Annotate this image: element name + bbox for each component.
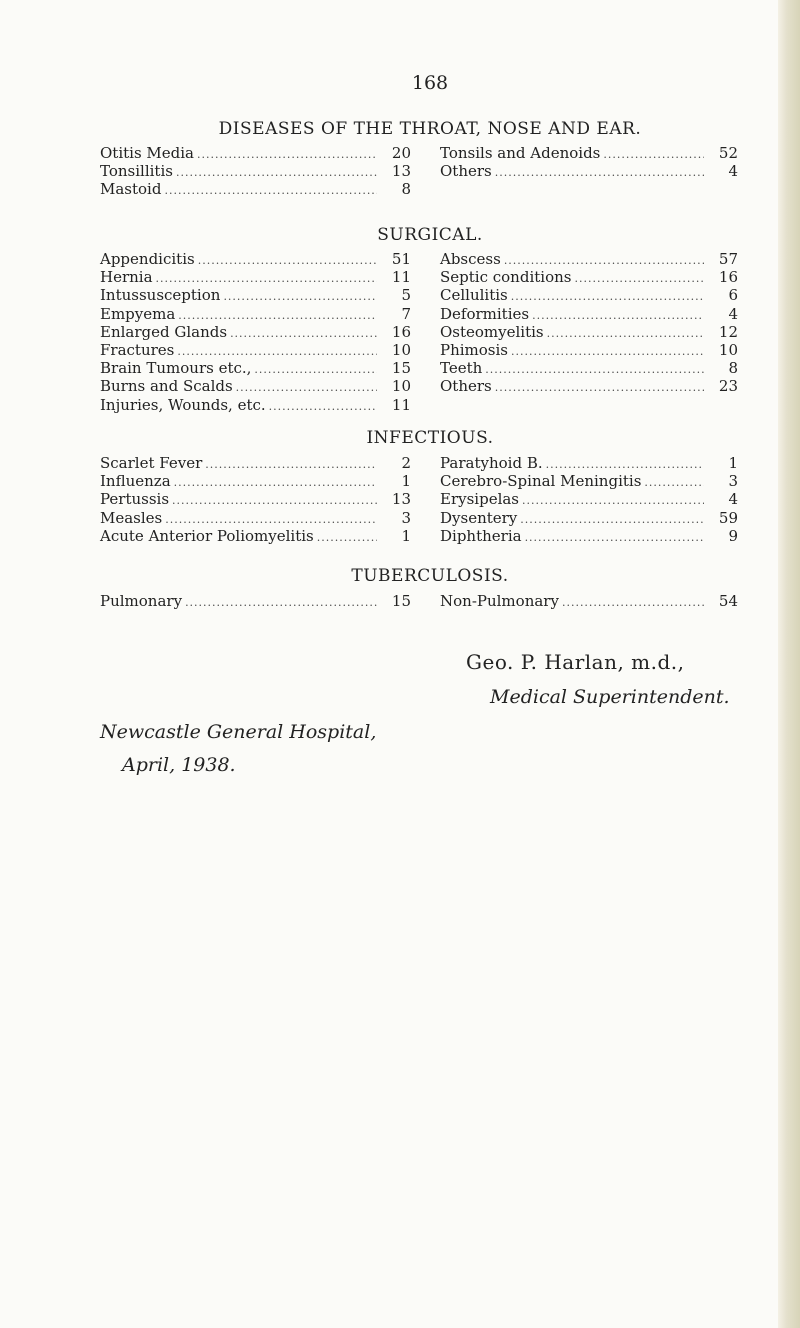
dot-leader bbox=[174, 474, 377, 492]
tuberculosis-left-column bbox=[100, 592, 411, 610]
dot-leader bbox=[511, 288, 704, 306]
item-value: 3 bbox=[401, 508, 411, 527]
dot-leader bbox=[495, 379, 704, 397]
item-value: 5 bbox=[401, 286, 411, 305]
list-item bbox=[440, 592, 738, 610]
item-value: 4 bbox=[728, 304, 738, 323]
item-label: Acute Anterior Poliomyelitis bbox=[100, 526, 314, 545]
item-label: Teeth bbox=[440, 359, 483, 378]
item-value: 9 bbox=[728, 526, 738, 545]
list-item bbox=[100, 454, 411, 472]
dot-leader bbox=[547, 325, 704, 343]
item-value: 2 bbox=[401, 454, 411, 472]
list-item bbox=[440, 454, 738, 472]
throat-left-column bbox=[100, 144, 411, 199]
list-item bbox=[440, 250, 738, 268]
item-value: 20 bbox=[391, 144, 411, 162]
item-label: Hernia bbox=[100, 268, 153, 287]
list-item bbox=[440, 323, 738, 341]
infectious-right-column bbox=[440, 454, 738, 545]
item-value: 52 bbox=[718, 144, 738, 162]
item-label: Dysentery bbox=[440, 508, 518, 527]
item-value: 4 bbox=[728, 162, 738, 181]
dot-leader bbox=[223, 288, 377, 306]
infectious-left-column bbox=[100, 454, 411, 545]
item-label: Pertussis bbox=[100, 490, 170, 509]
item-label: Brain Tumours etc., bbox=[100, 359, 252, 378]
list-item bbox=[440, 527, 738, 545]
item-label: Injuries, Wounds, etc. bbox=[100, 395, 266, 414]
page-edge bbox=[778, 0, 800, 1328]
item-label: Diphtheria bbox=[440, 526, 522, 545]
item-value: 59 bbox=[718, 508, 738, 527]
list-item bbox=[100, 359, 411, 377]
item-label: Osteomyelitis bbox=[440, 322, 544, 341]
dot-leader bbox=[317, 529, 377, 547]
dot-leader bbox=[205, 456, 377, 474]
dot-leader bbox=[644, 474, 704, 492]
item-label: Burns and Scalds bbox=[100, 377, 233, 396]
list-item bbox=[100, 305, 411, 323]
list-item bbox=[100, 527, 411, 545]
item-label: Pulmonary bbox=[100, 592, 183, 610]
section-title-throat: DISEASES OF THE THROAT, NOSE AND EAR. bbox=[218, 119, 642, 139]
page-number: 168 bbox=[411, 72, 449, 94]
dot-leader bbox=[574, 270, 704, 288]
list-item bbox=[440, 472, 738, 490]
item-value: 8 bbox=[728, 359, 738, 378]
list-item bbox=[100, 341, 411, 359]
list-item bbox=[100, 180, 411, 198]
list-item bbox=[440, 509, 738, 527]
list-item bbox=[100, 592, 411, 610]
item-value: 54 bbox=[718, 592, 738, 610]
surgical-right-column bbox=[440, 250, 738, 396]
list-item bbox=[100, 250, 411, 268]
item-value: 15 bbox=[391, 359, 411, 378]
dot-leader bbox=[522, 492, 704, 510]
item-label: Others bbox=[440, 377, 492, 396]
list-item bbox=[100, 396, 411, 414]
item-value: 4 bbox=[728, 490, 738, 509]
dot-leader bbox=[532, 307, 704, 325]
list-item bbox=[440, 377, 738, 395]
item-value: 13 bbox=[391, 490, 411, 509]
item-label: Non-Pulmonary bbox=[440, 592, 559, 610]
section-title-tuberculosis: TUBERCULOSIS. bbox=[351, 566, 509, 586]
item-label: Enlarged Glands bbox=[100, 322, 228, 341]
dot-leader bbox=[230, 325, 377, 343]
surgical-left-column bbox=[100, 250, 411, 414]
item-label: Empyema bbox=[100, 304, 176, 323]
list-item bbox=[440, 286, 738, 304]
list-item bbox=[100, 509, 411, 527]
signature-name: Geo. P. Harlan, m.d., bbox=[466, 650, 685, 674]
list-item bbox=[100, 377, 411, 395]
item-value: 1 bbox=[401, 526, 411, 545]
item-label: Deformities bbox=[440, 304, 530, 323]
item-label: Phimosis bbox=[440, 340, 508, 359]
list-item bbox=[440, 268, 738, 286]
item-value: 13 bbox=[391, 162, 411, 181]
list-item bbox=[440, 305, 738, 323]
dot-leader bbox=[197, 146, 377, 164]
item-label: Measles bbox=[100, 508, 163, 527]
dot-leader bbox=[176, 164, 377, 182]
item-value: 6 bbox=[728, 286, 738, 305]
list-item bbox=[100, 490, 411, 508]
list-item bbox=[100, 144, 411, 162]
list-item bbox=[100, 472, 411, 490]
dot-leader bbox=[172, 492, 377, 510]
place: Newcastle General Hospital, bbox=[100, 721, 377, 743]
item-label: Paratyhoid B. bbox=[440, 454, 543, 472]
list-item bbox=[100, 286, 411, 304]
item-label: Others bbox=[440, 162, 492, 181]
dot-leader bbox=[562, 594, 704, 612]
dot-leader bbox=[520, 511, 704, 529]
dot-leader bbox=[495, 164, 704, 182]
item-value: 1 bbox=[401, 472, 411, 491]
section-title-surgical: SURGICAL. bbox=[377, 225, 483, 245]
item-value: 23 bbox=[718, 377, 738, 396]
list-item bbox=[100, 162, 411, 180]
list-item bbox=[440, 162, 738, 180]
throat-right-column bbox=[440, 144, 738, 180]
item-value: 51 bbox=[391, 250, 411, 268]
item-label: Tonsils and Adenoids bbox=[440, 144, 601, 162]
list-item bbox=[440, 490, 738, 508]
item-value: 10 bbox=[391, 377, 411, 396]
dot-leader bbox=[164, 182, 377, 200]
dot-leader bbox=[198, 252, 377, 270]
dot-leader bbox=[254, 361, 377, 379]
dot-leader bbox=[525, 529, 704, 547]
item-value: 12 bbox=[718, 322, 738, 341]
item-value: 10 bbox=[391, 340, 411, 359]
item-value: 11 bbox=[391, 268, 411, 287]
date: April, 1938. bbox=[122, 754, 236, 776]
item-label: Intussusception bbox=[100, 286, 221, 305]
item-label: Scarlet Fever bbox=[100, 454, 203, 472]
item-value: 7 bbox=[401, 304, 411, 323]
list-item bbox=[100, 268, 411, 286]
item-value: 15 bbox=[391, 592, 411, 610]
list-item bbox=[440, 341, 738, 359]
item-value: 10 bbox=[718, 340, 738, 359]
list-item bbox=[440, 144, 738, 162]
section-title-infectious: INFECTIOUS. bbox=[366, 428, 494, 448]
item-value: 16 bbox=[391, 322, 411, 341]
item-value: 8 bbox=[401, 180, 411, 199]
dot-leader bbox=[485, 361, 704, 379]
item-label: Cerebro-Spinal Meningitis bbox=[440, 472, 642, 491]
list-item bbox=[100, 323, 411, 341]
item-label: Otitis Media bbox=[100, 144, 194, 162]
item-label: Mastoid bbox=[100, 180, 162, 199]
tuberculosis-right-column bbox=[440, 592, 738, 610]
item-label: Abscess bbox=[440, 250, 501, 268]
item-label: Septic conditions bbox=[440, 268, 572, 287]
dot-leader bbox=[511, 343, 704, 361]
item-label: Appendicitis bbox=[100, 250, 195, 268]
item-value: 1 bbox=[728, 454, 738, 472]
list-item bbox=[440, 359, 738, 377]
item-label: Fractures bbox=[100, 340, 175, 359]
item-label: Influenza bbox=[100, 472, 171, 491]
dot-leader bbox=[185, 594, 377, 612]
signature-title: Medical Superintendent. bbox=[490, 686, 730, 708]
item-value: 3 bbox=[728, 472, 738, 491]
dot-leader bbox=[603, 146, 704, 164]
item-label: Cellulitis bbox=[440, 286, 508, 305]
item-label: Tonsillitis bbox=[100, 162, 173, 181]
item-value: 57 bbox=[718, 250, 738, 268]
dot-leader bbox=[269, 398, 377, 416]
item-label: Erysipelas bbox=[440, 490, 520, 509]
item-value: 11 bbox=[391, 395, 411, 414]
item-value: 16 bbox=[718, 268, 738, 287]
